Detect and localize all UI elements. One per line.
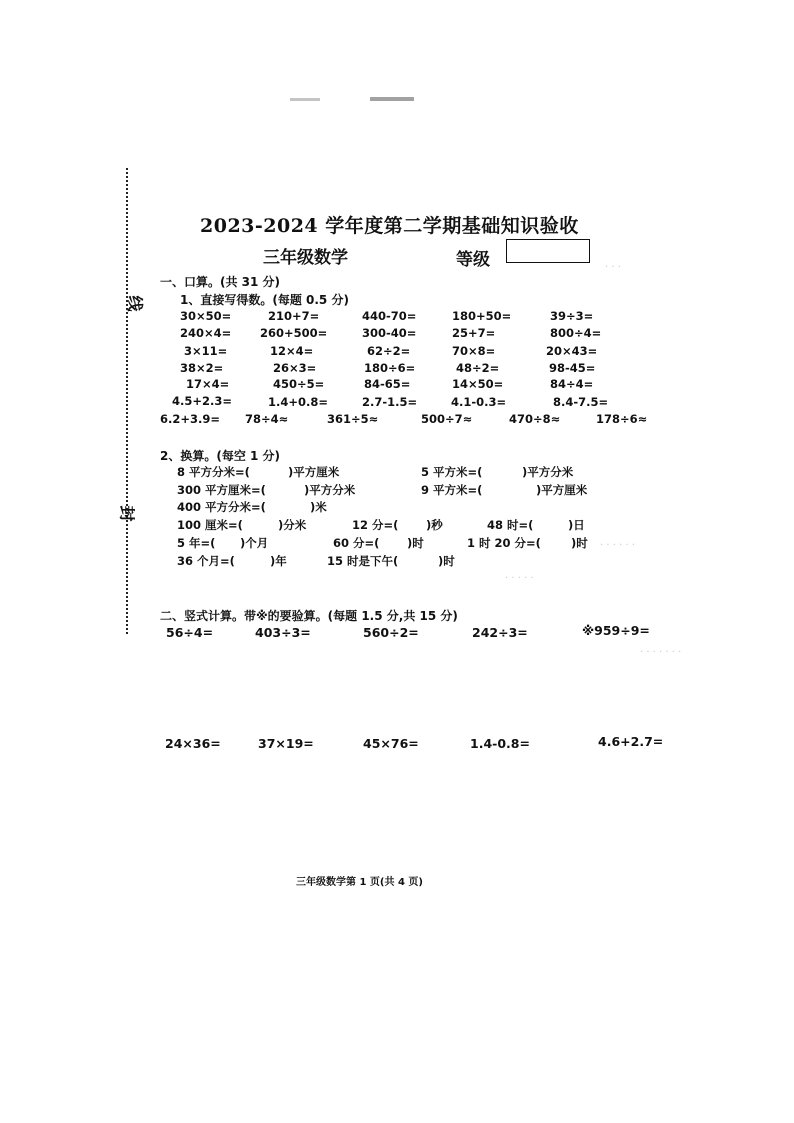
conversion-text: 48 时=(: [487, 518, 534, 532]
problem: 361÷5≈: [327, 412, 379, 426]
margin-char-xian: 线: [125, 295, 145, 312]
problem: 180+50=: [452, 309, 512, 323]
conversion-text: 9 平方米=(: [421, 483, 483, 497]
problem: 14×50=: [452, 377, 504, 391]
problem: 403÷3=: [255, 625, 311, 640]
problem: 180÷6=: [364, 361, 416, 375]
problem: 4.5+2.3=: [172, 394, 233, 408]
conversion-text: 36 个月=(: [177, 554, 235, 568]
problem: 210+7=: [268, 309, 320, 323]
problem: 800÷4=: [550, 326, 602, 340]
page-footer: 三年级数学第 1 页(共 4 页): [296, 877, 423, 888]
problem: 25+7=: [452, 326, 496, 340]
conversion-text: )秒: [426, 518, 443, 532]
problem: 20×43=: [546, 344, 598, 358]
bleed-through-mark: · · · · · ·: [600, 540, 635, 551]
problem: 45×76=: [363, 736, 419, 751]
conversion-text: )平方厘米: [536, 483, 588, 497]
problem: 38×2=: [180, 361, 224, 375]
problem: 242÷3=: [472, 625, 528, 640]
problem: 8.4-7.5=: [553, 395, 609, 409]
problem: 62÷2=: [367, 344, 411, 358]
conversion-text: )平方分米: [522, 465, 574, 479]
problem: 3×11=: [184, 344, 228, 358]
problem: 17×4=: [186, 377, 230, 391]
problem: 6.2+3.9=: [160, 412, 221, 426]
problem: 178÷6≈: [596, 412, 648, 426]
problem: ※959÷9=: [582, 623, 650, 638]
problem: 260+500=: [260, 326, 328, 340]
problem: 56÷4=: [166, 625, 214, 640]
conversion-text: 400 平方分米=(: [177, 500, 266, 514]
problem: 98-45=: [549, 361, 596, 375]
conversion-text: 12 分=(: [352, 518, 399, 532]
scan-smudge-1: [290, 98, 320, 101]
grade-label: 等级: [456, 250, 490, 270]
margin-char-feng: 封: [117, 505, 137, 522]
page-title: 2023-2024 学年度第二学期基础知识验收: [200, 215, 579, 237]
conversion-text: )个月: [240, 536, 269, 550]
conversion-text: 60 分=(: [333, 536, 380, 550]
problem: 48÷2=: [456, 361, 500, 375]
problem: 1.4-0.8=: [470, 736, 530, 751]
part1-heading: 1、直接写得数。(每题 0.5 分): [180, 293, 349, 307]
problem: 70×8=: [452, 344, 496, 358]
binding-dotted-line: [126, 168, 128, 634]
grade-box[interactable]: [506, 239, 590, 263]
problem: 470÷8≈: [509, 412, 561, 426]
problem: 84÷4=: [550, 377, 594, 391]
subject-title: 三年级数学: [263, 248, 348, 268]
conversion-text: )平方分米: [304, 483, 356, 497]
conversion-text: )时: [438, 554, 455, 568]
scan-smudge-2: [370, 97, 414, 101]
problem: 84-65=: [364, 377, 411, 391]
problem: 2.7-1.5=: [362, 395, 418, 409]
problem: 1.4+0.8=: [268, 395, 329, 409]
conversion-text: )平方厘米: [288, 465, 340, 479]
problem: 440-70=: [362, 309, 417, 323]
conversion-text: )时: [571, 536, 588, 550]
conversion-text: )年: [270, 554, 287, 568]
conversion-text: 100 厘米=(: [177, 518, 243, 532]
bleed-through-mark: · · ·: [605, 262, 621, 273]
problem: 39÷3=: [550, 309, 594, 323]
conversion-text: 5 年=(: [177, 536, 216, 550]
conversion-text: 15 时是下午(: [327, 554, 399, 568]
problem: 500÷7≈: [421, 412, 473, 426]
conversion-text: )日: [568, 518, 585, 532]
problem: 300-40=: [362, 326, 417, 340]
problem: 560÷2=: [363, 625, 419, 640]
bleed-through-mark: · · · · · · ·: [640, 647, 682, 658]
conversion-text: 1 时 20 分=(: [467, 536, 541, 550]
conversion-text: 300 平方厘米=(: [177, 483, 266, 497]
problem: 24×36=: [165, 736, 221, 751]
conversion-text: 5 平方米=(: [421, 465, 483, 479]
problem: 4.6+2.7=: [598, 734, 664, 749]
conversion-text: )米: [310, 500, 327, 514]
conversion-text: 8 平方分米=(: [177, 465, 250, 479]
problem: 450÷5=: [273, 377, 325, 391]
conversion-text: )时: [407, 536, 424, 550]
section1-heading: 一、口算。(共 31 分): [160, 275, 281, 289]
problem: 26×3=: [273, 361, 317, 375]
problem: 37×19=: [258, 736, 314, 751]
problem: 12×4=: [270, 344, 314, 358]
conversion-text: )分米: [278, 518, 307, 532]
bleed-through-mark: · · · · ·: [505, 573, 534, 584]
problem: 4.1-0.3=: [451, 395, 507, 409]
part2-heading: 2、换算。(每空 1 分): [160, 449, 281, 463]
section2-heading: 二、竖式计算。带※的要验算。(每题 1.5 分,共 15 分): [160, 609, 458, 623]
problem: 30×50=: [180, 309, 232, 323]
problem: 240×4=: [180, 326, 232, 340]
problem: 78÷4≈: [245, 412, 289, 426]
